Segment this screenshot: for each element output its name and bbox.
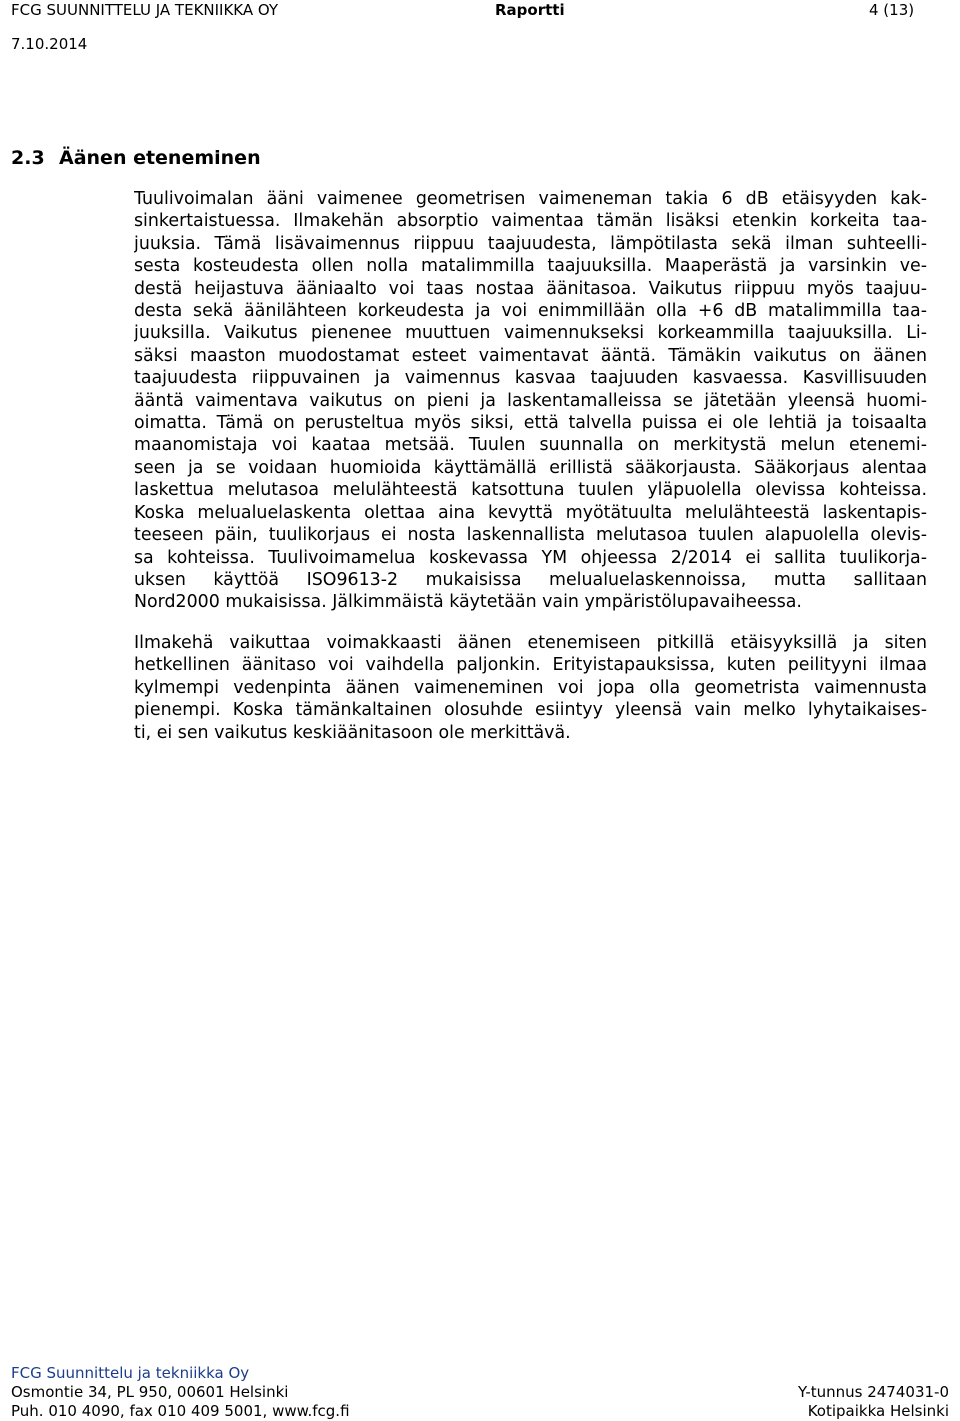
paragraph-line: Nord2000 mukaisissa. Jälkimmäistä käytetään vain ympäristölupavaiheessa. — [134, 592, 802, 613]
paragraph-line: Tuulivoimalan ääni vaimenee geometrisen vaimeneman takia 6 dB etäisyyden kak- — [134, 189, 927, 209]
paragraph-line: säksi maaston muodostamat esteet vaimentavat ääntä. Tämäkin vaikutus on äänen — [134, 345, 927, 366]
paragraph-line: juuksilla. Vaikutus pienenee muuttuen vaimennukseksi korkeammilla taajuuksilla. Li- — [134, 323, 927, 344]
paragraph-line: taajuudesta riippuvainen ja vaimennus kasvaa taajuuden kasvaessa. Kasvillisuuden — [134, 368, 927, 389]
paragraph-line: uksen käyttöä ISO9613-2 mukaisissa melualuelaskennoissa, mutta sallitaan — [134, 569, 927, 590]
paragraph-line: seen ja se voidaan huomioida käyttämällä erillistä sääkorjausta. Sääkorjaus alentaa — [134, 457, 927, 478]
paragraph-line: destä heijastuva ääniaalto voi taas nostaa äänitasoa. Vaikutus riippuu myös taajuu- — [134, 278, 927, 299]
header-company: FCG SUUNNITTELU JA TEKNIIKKA OY — [11, 1, 279, 19]
paragraph-line: maanomistaja voi kaataa metsää. Tuulen suunnalla on merkitystä melun etenemi- — [134, 435, 927, 456]
paragraph-line: hetkellinen äänitaso voi vaihdella paljonkin. Erityistapauksissa, kuten peilityyni ilmaa — [134, 655, 927, 676]
footer-contact: Puh. 010 4090, fax 010 409 5001, www.fcg.fi — [11, 1402, 350, 1420]
paragraph-line: sa kohteissa. Tuulivoimamelua koskevassa YM ohjeessa 2/2014 ei sallita tuulikorja- — [134, 547, 927, 568]
footer-company-name: FCG Suunnittelu ja tekniikka Oy — [11, 1364, 250, 1382]
header-date: 7.10.2014 — [11, 35, 88, 53]
footer-address: Osmontie 34, PL 950, 00601 Helsinki — [11, 1383, 289, 1401]
footer-domicile: Kotipaikka Helsinki — [807, 1402, 949, 1420]
paragraph-line: teeseen päin, tuulikorjaus ei nosta laskennallista melutasoa tuulen alapuolella olevis- — [134, 525, 927, 546]
paragraph-line: sesta kosteudesta ollen nolla matalimmilla taajuuksilla. Maaperästä ja varsinkin ve- — [134, 256, 927, 277]
paragraph-line: oimatta. Tämä on perusteltua myös siksi, että talvella puissa ei ole lehtiä ja toisaalta — [134, 413, 927, 434]
paragraph-line: kylmempi vedenpinta äänen vaimeneminen voi jopa olla geometrista vaimennusta — [134, 677, 927, 698]
paragraph-line: pienempi. Koska tämänkaltainen olosuhde esiintyy yleensä vain melko lyhytaikaises- — [134, 700, 927, 721]
paragraph-line: desta sekä äänilähteen korkeudesta ja voi enimmillään olla +6 dB matalimmilla taa- — [134, 301, 927, 322]
section-title: Äänen eteneminen — [59, 147, 261, 169]
page-footer — [11, 1364, 949, 1421]
header-document-type: Raportti — [495, 1, 565, 19]
paragraph-2 — [134, 632, 927, 744]
page-header — [11, 0, 949, 20]
paragraph-line: juuksia. Tämä lisävaimennus riippuu taajuudesta, lämpötilasta sekä ilman suhteelli- — [134, 233, 927, 254]
paragraph-line: ääntä vaimentava vaikutus on pieni ja laskentamalleissa se jätetään yleensä huomi- — [134, 390, 927, 411]
footer-business-id: Y-tunnus 2474031-0 — [797, 1383, 949, 1401]
paragraph-line: sinkertaistuessa. Ilmakehän absorptio vaimentaa tämän lisäksi etenkin korkeita taa- — [134, 211, 927, 232]
paragraph-line: Koska melualuelaskenta olettaa aina kevyttä myötätuulta melulähteestä laskentapis- — [134, 502, 927, 523]
paragraph-line: Ilmakehä vaikuttaa voimakkaasti äänen etenemiseen pitkillä etäisyyksillä ja siten — [134, 633, 927, 653]
section-number: 2.3 — [11, 147, 45, 169]
paragraph-1 — [134, 188, 927, 614]
paragraph-line: laskettua melutasoa melulähteestä katsottuna tuulen yläpuolella olevissa kohteissa. — [134, 480, 927, 501]
paragraph-line: ti, ei sen vaikutus keskiäänitasoon ole merkittävä. — [134, 722, 571, 743]
header-page-number: 4 (13) — [869, 1, 915, 19]
section-heading — [11, 146, 261, 170]
